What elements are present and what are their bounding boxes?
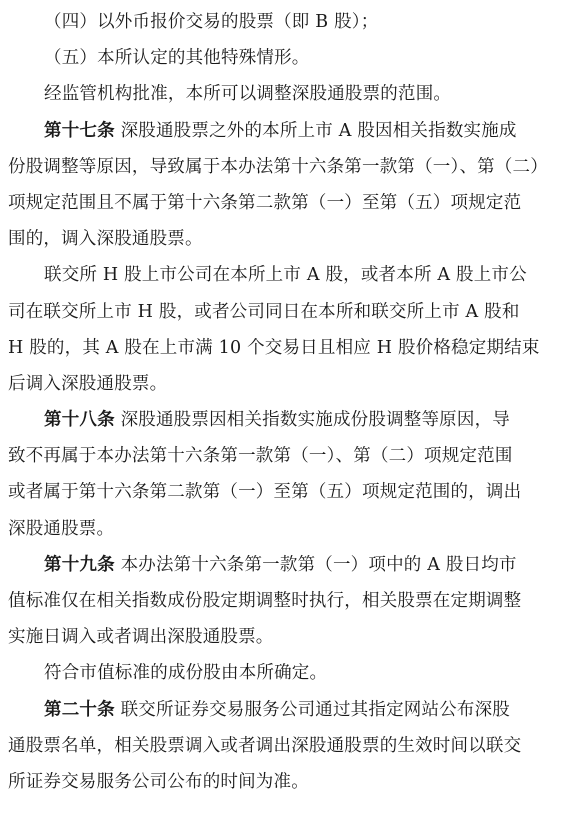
text-line <box>8 764 578 800</box>
text-line <box>8 438 578 474</box>
text-line <box>8 294 578 330</box>
article-number: 第十七条 <box>44 120 115 141</box>
text-line <box>8 474 578 510</box>
text-line <box>8 619 578 655</box>
text-line <box>8 583 578 619</box>
line-text: 实施日调入或者调出深股通股票。 <box>8 627 274 648</box>
text-line <box>8 113 578 149</box>
document-page <box>8 4 578 800</box>
text-line <box>8 4 578 40</box>
text-line <box>8 149 578 185</box>
line-text: 司在联交所上市 H 股，或者公司同日在本所和联交所上市 A 股和 <box>8 301 520 322</box>
line-text: H 股的，其 A 股在上市满 10 个交易日且相应 H 股价格稳定期结束 <box>8 337 540 358</box>
line-text: 致不再属于本办法第十六条第一款第（一）、第（二）项规定范围 <box>8 446 513 467</box>
line-text: 经监管机构批准，本所可以调整深股通股票的范围。 <box>44 84 452 105</box>
text-line <box>8 366 578 402</box>
line-text: 围的，调入深股通股票。 <box>8 229 203 250</box>
line-text: 深股通股票因相关指数实施成份股调整等原因，导 <box>114 410 510 431</box>
line-text: 深股通股票之外的本所上市 A 股因相关指数实施成 <box>114 120 517 141</box>
line-text: 后调入深股通股票。 <box>8 373 168 394</box>
line-text: 所证券交易服务公司公布的时间为准。 <box>8 771 309 792</box>
text-line <box>8 728 578 764</box>
article-number: 第十九条 <box>44 554 115 575</box>
article-number: 第十八条 <box>44 410 115 431</box>
line-text: 份股调整等原因，导致属于本办法第十六条第一款第（一）、第（二） <box>8 156 548 177</box>
text-line <box>8 185 578 221</box>
document-body <box>8 4 578 800</box>
text-line <box>8 547 578 583</box>
line-text: （四）以外币报价交易的股票（即 B 股）； <box>44 12 379 32</box>
article-number: 第二十条 <box>44 699 115 720</box>
text-line <box>8 40 578 76</box>
text-line <box>8 221 578 257</box>
text-line <box>8 76 578 112</box>
text-line <box>8 511 578 547</box>
text-line <box>8 402 578 438</box>
line-text: 符合市值标准的成份股由本所确定。 <box>44 663 328 684</box>
text-line <box>8 257 578 293</box>
line-text: 通股票名单，相关股票调入或者调出深股通股票的生效时间以联交 <box>8 735 522 756</box>
line-text: 或者属于第十六条第二款第（一）至第（五）项规定范围的，调出 <box>8 482 522 503</box>
text-line <box>8 330 578 366</box>
line-text: 值标准仅在相关指数成份股定期调整时执行，相关股票在定期调整 <box>8 591 522 611</box>
text-line <box>8 655 578 691</box>
line-text: 深股通股票。 <box>8 518 115 539</box>
text-line <box>8 692 578 728</box>
line-text: （五）本所认定的其他特殊情形。 <box>44 48 310 69</box>
line-text: 联交所 H 股上市公司在本所上市 A 股，或者本所 A 股上市公 <box>44 265 527 286</box>
line-text: 本办法第十六条第一款第（一）项中的 A 股日均市 <box>114 554 517 575</box>
line-text: 联交所证券交易服务公司通过其指定网站公布深股 <box>114 699 510 720</box>
line-text: 项规定范围且不属于第十六条第二款第（一）至第（五）项规定范 <box>8 192 522 213</box>
